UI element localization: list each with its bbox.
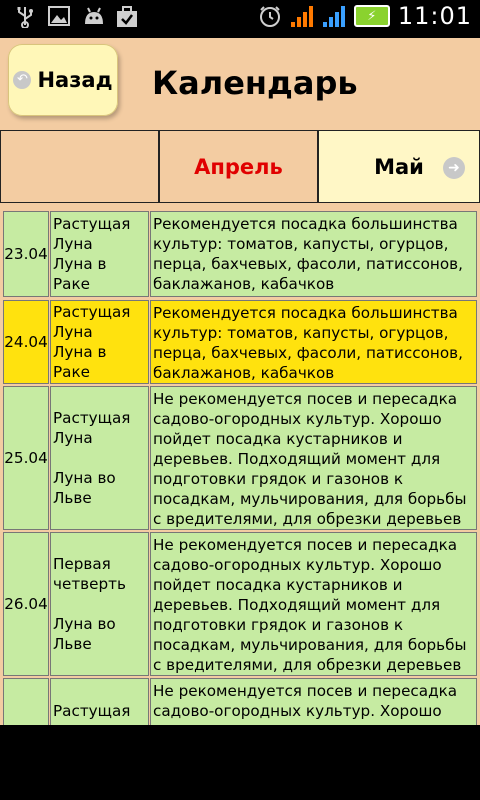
moon-phase: Растущая Луна <box>53 215 131 253</box>
description-cell: Не рекомендуется посев и пересадка садово-огородных культур. Хорошо <box>150 678 477 725</box>
back-button-label: Назад <box>37 68 113 92</box>
header <box>0 38 480 130</box>
description-cell: Не рекомендуется посев и пересадка садово-огородных культур. Хорошо пойдет посадка кустарников и деревьев. Подходящий момент для подготовки грядок и газонов к посадкам, мульчирования, для борьбы с вредителями, для обрезки деревьев <box>150 532 477 676</box>
moon-sign: Луна в Раке <box>53 343 107 381</box>
description-cell: Не рекомендуется посев и пересадка садово-огородных культур. Хорошо пойдет посадка кустарников и деревьев. Подходящий момент для подготовки грядок и газонов к посадкам, мульчирования, для борьбы с вредителями, для обрезки деревьев <box>150 386 477 530</box>
moon-cell <box>50 211 149 297</box>
tab-next-month-label: Май <box>374 154 424 179</box>
back-arrow-icon: ↶ <box>13 71 31 89</box>
battery-charging-icon: ⚡ <box>354 5 390 27</box>
tab-next-month[interactable] <box>318 130 480 203</box>
date-cell: 26.04 <box>3 532 49 676</box>
moon-cell <box>50 386 149 530</box>
moon-sign: Луна в Раке <box>53 255 107 293</box>
table-row <box>0 386 480 530</box>
navigation-bar-area <box>0 725 480 800</box>
moon-phase: Первая четверть <box>53 555 126 593</box>
briefcase-check-icon <box>116 6 138 28</box>
moon-cell <box>50 300 149 384</box>
page-title: Календарь <box>152 64 358 102</box>
month-tabs <box>0 130 480 205</box>
moon-sign: Луна во Льве <box>53 469 116 507</box>
moon-phase: Растущая <box>53 702 131 720</box>
table-row <box>0 532 480 676</box>
moon-cell <box>50 532 149 676</box>
date-cell: 24.04 <box>3 300 49 384</box>
moon-cell <box>50 678 149 725</box>
table-row <box>0 300 480 384</box>
usb-icon <box>14 6 36 28</box>
calendar-table[interactable] <box>0 205 480 725</box>
android-icon <box>82 6 104 28</box>
date-cell: 23.04 <box>3 211 49 297</box>
clock: 11:01 <box>397 2 472 30</box>
back-button[interactable] <box>8 44 118 116</box>
status-bar <box>0 0 480 38</box>
description-cell: Рекомендуется посадка большинства культур: томатов, капусты, огурцов, перца, бахчевых, фасоли, патиссонов, баклажанов, кабачков <box>150 211 477 297</box>
date-cell <box>3 678 49 725</box>
alarm-icon <box>258 4 282 28</box>
next-arrow-icon: ➜ <box>443 157 465 179</box>
moon-phase: Растущая Луна <box>53 303 131 341</box>
signal-icon <box>322 4 346 28</box>
tab-current-month[interactable]: Апрель <box>159 130 318 203</box>
table-row <box>0 211 480 297</box>
tab-prev-month[interactable] <box>0 130 159 203</box>
table-row <box>0 678 480 725</box>
description-cell: Рекомендуется посадка большинства культур: томатов, капусты, огурцов, перца, бахчевых, фасоли, патиссонов, баклажанов, кабачков <box>150 300 477 384</box>
date-cell: 25.04 <box>3 386 49 530</box>
image-icon <box>48 6 70 28</box>
moon-sign: Луна во Льве <box>53 615 116 653</box>
moon-phase: Растущая Луна <box>53 409 131 447</box>
signal-icon <box>290 4 314 28</box>
